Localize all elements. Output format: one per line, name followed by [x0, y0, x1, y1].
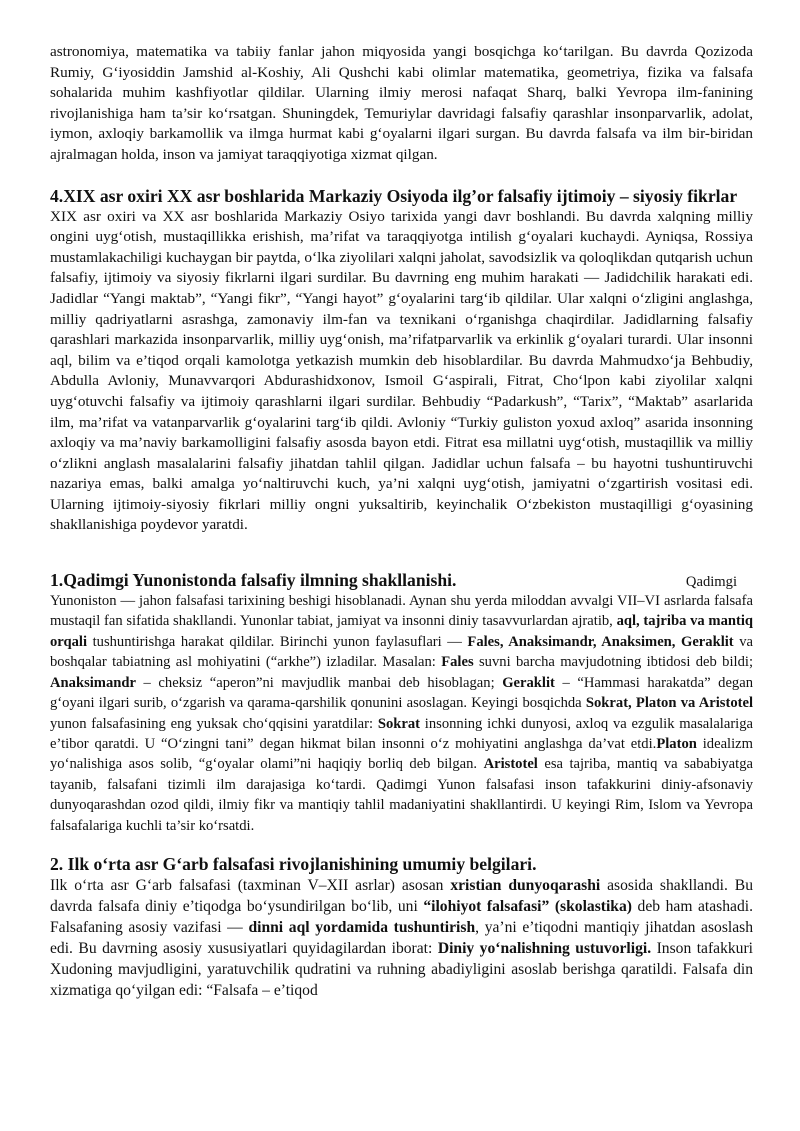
text-run: esa tajriba, mantiq va sababiyatga tayanib, falsafani tizimli ilm darajasiga ko‘tardi. Qadimgi Yunon falsafasi inson tafakkurini diniy-afsonaviy dunyoqarashdan ozod qildi, ilmiy fikr va mantiqiy tahlil madaniyatini shakllantirdi. U keyingi Rim, Islom va Yevropa falsafalariga kuchli ta’sir ko‘rsatdi. — [50, 756, 753, 834]
text-run: deb ham atashadi. Falsafaning asosiy vazifasi — — [50, 897, 753, 936]
bold-run: Diniy yo‘nalishning ustuvorligi. — [437, 939, 652, 957]
text-run: – “Hammasi harakatda” degan g‘oyani ilgari surib, o‘zgarish va qarama-qarshilik qonunini asoslagan. Keyingi bosqichda — [50, 674, 753, 712]
section4-heading: 4.XIX asr oxiri XX asr boshlarida Markaziy Osiyoda ilg’or falsafiy ijtimoiy – siyosiy fikrlar — [50, 185, 738, 206]
text-run: Ilk o‘rta asr G‘arb falsafasi (taxminan V–XII asrlar) asosan — [50, 876, 451, 894]
bold-run: Fales — [441, 654, 474, 671]
text-run: – cheksiz “aperon”ni mavjudlik manbai deb hisoblagan; — [135, 674, 503, 691]
text-run: Yunoniston — jahon falsafasi tarixining beshigi hisoblanadi. Aynan shu yerda miloddan avvalgi VII–VI asrlarda falsafa mustaqil fan sifatida shakllandi. Yunonlar tabiat, jamiyat va insonni diniy tasavvurlardan ajratib, — [50, 593, 753, 630]
intro-paragraph: astronomiya, matematika va tabiiy fanlar jahon miqyosida yangi bosqichga ko‘tarilgan. Bu davrda Qozizoda Rumiy, G‘iyosiddin Jamshid al-Koshiy, Ali Qushchi kabi olimlar matematika, geometriya, fizika va falsafa sohalarida muhim kashfiyotlar qildilar. Ularning ilmiy merosi nafaqat Sharq, balki Yevropa ilm-fanining rivojlanishiga ham ta’sir ko‘rsatgan. Shuningdek, Temuriylar davridagi falsafiy qarashlar insonparvarlik, adolat, iymon, axloqiy barkamollik va ilmga hurmat kabi g‘oyalarni ilgari surgan. Bu davrda falsafa va ilm bir-biridan ajralmagan holda, inson va jamiyat taraqqiyotiga xizmat qilgan. — [50, 43, 753, 163]
text-run: suvni barcha mavjudotning ibtidosi deb bildi; — [473, 654, 753, 671]
text-run: yunon falsafasining eng yuksak cho‘qqisini yaratdilar: — [50, 715, 378, 732]
bold-run: xristian dunyoqarashi — [450, 876, 601, 894]
bold-run: Sokrat — [377, 715, 420, 732]
bold-run: “ilohiyot falsafasi” (skolastika) — [423, 897, 632, 915]
bold-run: Anaksimandr — [50, 674, 136, 691]
text-run: , ya’ni e’tiqodni mantiqiy jihatdan asoslash edi. Bu davrning asosiy xususiyatlari quyidagilardan iborat: — [50, 918, 754, 957]
bold-run: dinni aql yordamida tushuntirish — [248, 918, 476, 936]
text-run: va boshqalar tabiatning asl mohiyatini (“arkhe”) izladilar. Masalan: — [50, 633, 753, 671]
section1-heading-row — [50, 570, 753, 591]
section1-body — [50, 591, 753, 836]
section4-body: XIX asr oxiri va XX asr boshlarida Markaziy Osiyo tarixida yangi davr boshlandi. Bu davrda xalqning milliy ongini uyg‘otish, mustaqillikka erishish, ma’rifat va taraqqiyotga intilish g‘oyalari kuchaydi. Ayniqsa, Rossiya mustamlakachiligi kuchaygan bir paytda, o‘lka ziyolilari xalqni jaholat, savodsizlik va qoloqlikdan qutqarish uchun falsafiy, ijtimoiy va siyosiy fikrlarni ilgari surdilar. Bu davrning eng muhim harakati — Jadidchilik harakati edi. Jadidlar “Yangi maktab”, “Yangi fikr”, “Yangi hayot” g‘oyalarini targ‘ib qildilar. Ular xalqni o‘zligini anglashga, milliy qadriyatlarni asrashga, zamonaviy ilm-fan va texnikani o‘rganishga chaqirdilar. Jadidlarning falsafiy qarashlari markazida insonparvarlik, milliy uyg‘onish, ma’rifatparvarlik va erkinlik g‘oyalari turardi. Ular insonni aql, bilim va e’tiqod orqali kamolotga yetkazish mumkin deb hisoblardilar. Bu davrda Mahmudxo‘ja Behbudiy, Abdulla Avloniy, Munavvarqori Abdurashidxonov, Ismoil G‘aspirali, Fitrat, Cho‘lpon kabi ziyolilar xalqni uyg‘otuvchi falsafiy va ijtimoiy qarashlarni ilgari surdilar. Behbudiy “Padarkush”, “Tarix”, “Maktab” asarlarida ilm, ma’rifat va vatanparvarlik g‘oyalarini targ‘ib qildi. Avloniy “Turkiy guliston yoxud axloq” asarida insonning axloqiy va ma’naviy barkamolligini falsafiy asosda bayon etdi. Fitrat esa millatni uyg‘otish, mustaqillik va milliy o‘zlikni anglash masalalarini falsafiy jihatdan tahlil qilgan. Jadidlar uchun falsafa – bu hayotni tushuntiruvchi nazariya emas, balki amalga yo‘naltiruvchi kuch, ya’ni xalqni uyg‘otish, jamiyatni o‘zgartirish vositasi edi. Ularning ijtimoiy-siyosiy fikrlari milliy ongni yuksaltirib, keyinchalik O‘zbekiston mustaqilligi g‘oyasining shakllanishiga poydevor yaratdi. — [50, 207, 753, 534]
section1-heading-tail: Qadimgi — [685, 574, 737, 591]
bold-run: Geraklit — [502, 674, 555, 691]
text-run: tushuntirishga harakat qildilar. Birinchi yunon faylasuflari — — [87, 633, 468, 650]
text-run: asosida shakllandi. Bu davrda falsafa diniy e’tiqodga bo‘ysundirilgan bo‘lib, uni — [50, 876, 753, 915]
section2-heading: 2. Ilk o‘rta asr G‘arb falsafasi rivojlanishining umumiy belgilari. — [50, 853, 537, 874]
text-run: Inson tafakkuri Xudoning mavjudligini, yaratuvchilik qudratini va ruhning abadiyligini asoslab berishga qaratildi. Falsafa din xizmatiga qo‘yilgan edi: “Falsafa – e’tiqod — [50, 939, 753, 999]
bold-run: Platon — [656, 735, 697, 752]
bold-run: Aristotel — [483, 756, 538, 773]
section1-heading: 1.Qadimgi Yunonistonda falsafiy ilmning shakllanishi. — [50, 570, 457, 591]
section2-body — [50, 875, 753, 1001]
bold-run: Sokrat, Platon va Aristotel — [585, 695, 754, 712]
bold-run: Fales, Anaksimandr, Anaksimen, Geraklit — [467, 633, 734, 650]
bold-run: aql, tajriba va mantiq orqali — [50, 613, 754, 650]
text-run: idealizm yo‘nalishiga asos solib, “g‘oyalar olami”ni haqiqiy borliq deb bilgan. — [50, 735, 753, 773]
document-page — [50, 42, 753, 1001]
text-run: insonning ichki dunyosi, axloq va ezgulik masalalariga e’tibor qaratdi. U “O‘zingni tani” degan hikmat bilan insonni o‘z mohiyatini anglashga da’vat etdi. — [50, 715, 754, 752]
